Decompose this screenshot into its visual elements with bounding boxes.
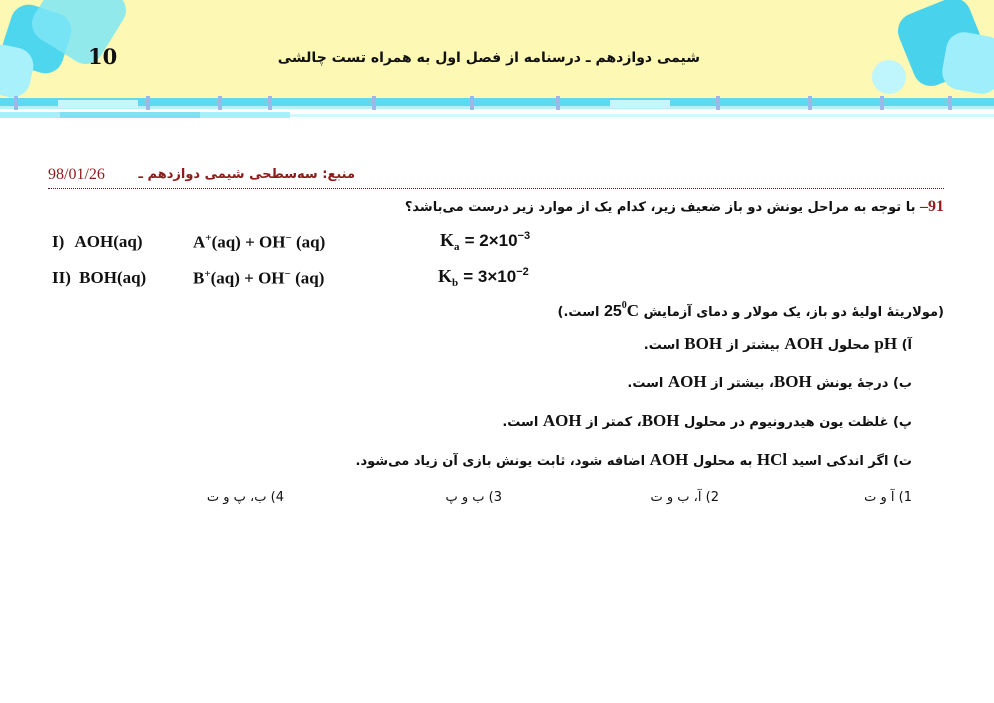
question-stem [405, 198, 944, 216]
choice-2[interactable]: 2) آ، ب و ت [650, 490, 719, 505]
equation-1-constant: $K_a = 2\times 10^{-3}$ [440, 230, 531, 253]
header-stripe-band [0, 96, 994, 122]
choice-4[interactable]: 4) ب، پ و ت [206, 490, 284, 505]
statement-a: آ) pH محلول AOH بیشتر از BOH است. [643, 334, 912, 353]
source-line [48, 164, 944, 189]
page-title: شیمی دوازدهم ـ درسنامه از فصل اول به همراه تست چالشی [277, 50, 700, 66]
equation-label: I) [52, 232, 65, 251]
equation-label: II) [52, 268, 71, 287]
equation-reactant: BOH(aq) [79, 268, 147, 287]
source-label: منبع: سه‌سطحی شیمی دوازدهم ـ [138, 167, 355, 182]
statement-d: ت) اگر اندکی اسید HCl به محلول AOH اضافه شود، ثابت یونش بازی آن زیاد می‌شود. [355, 450, 912, 469]
equation-1 [52, 232, 143, 252]
page-number: 10 [88, 44, 118, 69]
equation-2-products: B+(aq) + OH− (aq) [193, 268, 325, 288]
statement-c: پ) غلظت یون هیدرونیوم در محلول BOH، کمتر از AOH است. [502, 411, 912, 430]
question-text: با توجه به مراحل یونش دو باز ضعیف زیر، کدام یک از موارد زیر درست می‌باشد؟ [404, 200, 916, 215]
equation-2 [52, 268, 146, 288]
equation-reactant: AOH(aq) [74, 232, 143, 251]
source-date: 98/01/26 [48, 166, 105, 183]
statement-b: ب) درجهٔ یونش BOH، بیشتر از AOH است. [627, 372, 912, 391]
decorative-square [866, 54, 912, 100]
question-number: 91– [920, 198, 944, 215]
conditions-note: (مولاریتهٔ اولیهٔ دو باز، یک مولار و دمای آزمایش $25^0C$ است.) [557, 300, 944, 320]
page-header [0, 0, 994, 100]
equation-1-products: A+(aq) + OH− (aq) [193, 232, 326, 252]
equation-2-constant: $K_b = 3\times 10^{-2}$ [438, 266, 529, 289]
choice-1[interactable]: 1) آ و ت [864, 490, 912, 505]
choice-3[interactable]: 3) ب و پ [445, 490, 502, 505]
temperature: $25^0C$ [603, 300, 640, 320]
